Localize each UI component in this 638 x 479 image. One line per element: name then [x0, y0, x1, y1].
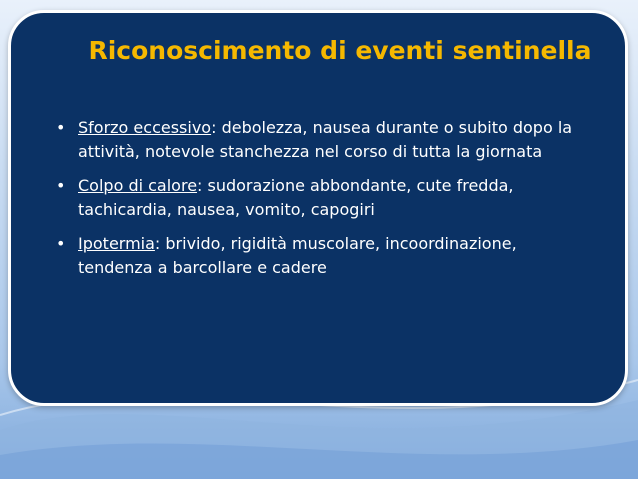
- bullet-marker: •: [56, 234, 66, 253]
- bullet-marker: •: [56, 118, 66, 137]
- bullet-description: : brivido, rigidità muscolare, incoordinazione, tendenza a barcollare e cadere: [78, 234, 517, 277]
- bullet-term-link[interactable]: Sforzo eccessivo: [78, 118, 212, 137]
- bullet-list: [54, 116, 594, 290]
- bullet-item-ipotermia: [54, 232, 594, 280]
- bullet-marker: •: [56, 176, 66, 195]
- slide-title: Riconoscimento di eventi sentinella: [88, 36, 592, 65]
- bullet-term-link[interactable]: Ipotermia: [78, 234, 155, 253]
- bullet-description: : debolezza, nausea durante o subito dopo la attività, notevole stanchezza nel corso di tutta la giornata: [78, 118, 573, 161]
- bullet-description: : sudorazione abbondante, cute fredda, tachicardia, nausea, vomito, capogiri: [78, 176, 514, 219]
- bullet-item-sforzo: [54, 116, 594, 164]
- bullet-item-colpo-di-calore: [54, 174, 594, 222]
- bullet-term-link[interactable]: Colpo di calore: [78, 176, 198, 195]
